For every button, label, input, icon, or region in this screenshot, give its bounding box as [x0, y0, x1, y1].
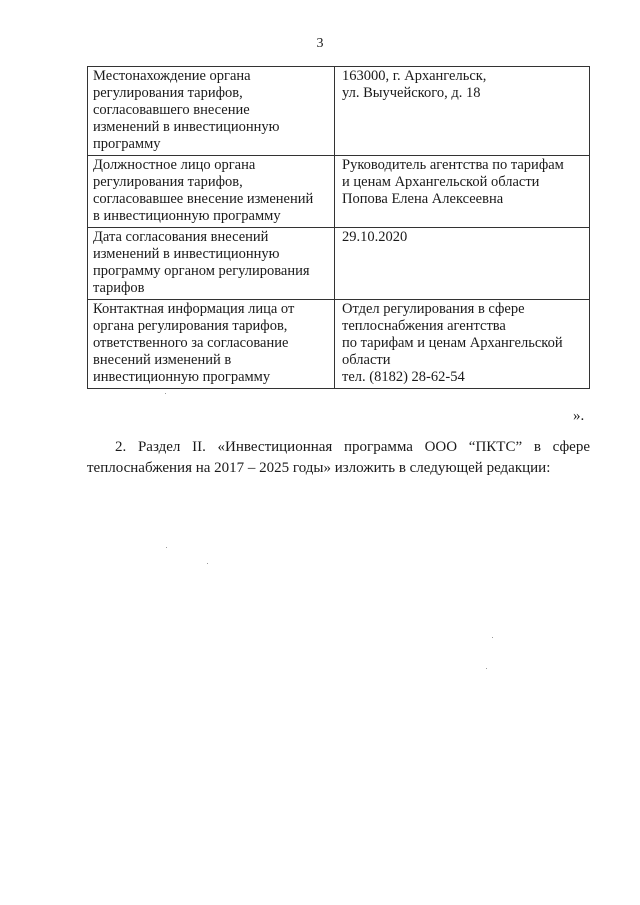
cell-line: Попова Елена Алексеевна	[342, 191, 504, 207]
cell-line: ул. Выучейского, д. 18	[342, 85, 481, 101]
cell-line: Отдел регулирования в сфере	[342, 301, 525, 317]
row-value-official	[335, 156, 590, 228]
cell-line: изменений в инвестиционную	[93, 246, 280, 262]
cell-line: согласовавшего внесение	[93, 102, 250, 118]
cell-line: 29.10.2020	[342, 229, 408, 245]
cell-line: Должностное лицо органа	[93, 157, 256, 173]
row-label-location	[88, 67, 335, 156]
row-value-date	[335, 228, 590, 300]
info-table	[87, 66, 590, 389]
cell-line: Дата согласования внесений	[93, 229, 269, 245]
cell-line: ответственного за согласование	[93, 335, 289, 351]
cell-line: 163000, г. Архангельск,	[342, 68, 487, 84]
row-label-date	[88, 228, 335, 300]
cell-line: органа регулирования тарифов,	[93, 318, 288, 334]
row-label-contact	[88, 300, 335, 389]
table-row	[88, 67, 590, 156]
cell-line: программу	[93, 136, 161, 152]
paragraph-line-1: 2. Раздел II. «Инвестиционная программа ООО “ПКТС” в сфере	[115, 439, 590, 455]
cell-line: Руководитель агентства по тарифам	[342, 157, 564, 173]
cell-line: изменений в инвестиционную	[93, 119, 280, 135]
cell-line: Контактная информация лица от	[93, 301, 295, 317]
cell-line: программу органом регулирования	[93, 263, 310, 279]
table-row	[88, 300, 590, 389]
table-row	[88, 228, 590, 300]
cell-line: инвестиционную программу	[93, 369, 271, 385]
row-label-official	[88, 156, 335, 228]
page-number: 3	[316, 36, 324, 51]
row-value-address	[335, 67, 590, 156]
cell-line: внесений изменений в	[93, 352, 232, 368]
cell-line: области	[342, 352, 391, 368]
closing-quote: ».	[573, 408, 585, 424]
cell-line: теплоснабжения агентства	[342, 318, 506, 334]
cell-line: согласовавшее внесение изменений	[93, 191, 314, 207]
scan-speck	[165, 393, 166, 394]
cell-line: регулирования тарифов,	[93, 85, 243, 101]
scan-speck	[492, 637, 493, 638]
scan-speck	[166, 547, 167, 548]
scan-speck	[486, 668, 487, 669]
scan-speck	[207, 563, 208, 564]
cell-line: регулирования тарифов,	[93, 174, 243, 190]
cell-line: тарифов	[93, 280, 145, 296]
cell-line: по тарифам и ценам Архангельской	[342, 335, 563, 351]
cell-line: Местонахождение органа	[93, 68, 251, 84]
table-row	[88, 156, 590, 228]
cell-line: тел. (8182) 28-62-54	[342, 369, 465, 385]
section-paragraph	[87, 437, 590, 479]
paragraph-line-2: теплоснабжения на 2017 – 2025 годы» изложить в следующей редакции:	[87, 460, 551, 476]
row-value-contact	[335, 300, 590, 389]
cell-line: и ценам Архангельской области	[342, 174, 540, 190]
cell-line: в инвестиционную программу	[93, 208, 281, 224]
